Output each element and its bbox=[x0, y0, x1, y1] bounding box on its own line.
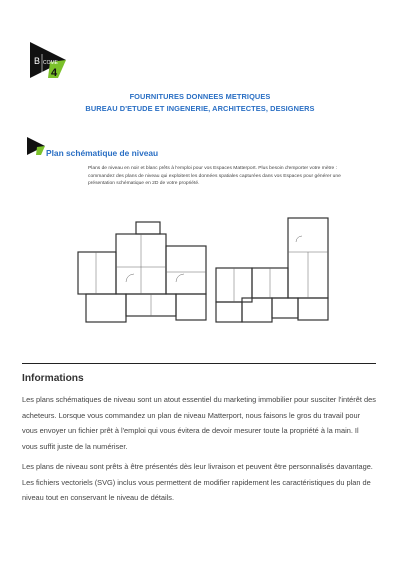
floor-plan-image bbox=[66, 212, 346, 328]
section-title: Plan schématique de niveau bbox=[46, 148, 159, 158]
logo-number: 4 bbox=[51, 67, 58, 79]
header-line-1: FOURNITURES DONNEES METRIQUES bbox=[129, 92, 271, 101]
informations-paragraph-1: Les plans schématiques de niveau sont un atout essentiel du marketing immobilier pour susciter l'intérêt des acheteurs. Lorsque vous commandez un plan de niveau Matterport, nous faisons le gros du travail pour vous envoyer un fichier prêt à l'emploi qui vous évitera de devoir mesurer toute la propriété à la main. Il vous suffit juste de la numériser. bbox=[22, 395, 376, 451]
informations-paragraph-2: Les plans de niveau sont prêts à être présentés dès leur livraison et peuvent être personnalisés davantage. Les fichiers vectoriels (SVG) inclus vous permettent de modifier rapidement les caractéristiques du plan de niveau tout en conservant le niveau de détails. bbox=[22, 462, 373, 503]
section-divider bbox=[22, 363, 376, 364]
logo-word: COME bbox=[43, 60, 58, 66]
section-description: Plans de niveau en noir et blanc prêts à l'emploi pour vos Espaces Matterport. Plus besoin d'emporter votre mètre : commandez des plans de niveau qui exploitent les données spatiales capturées dans vos Espaces pour générer une présentation schématique en 2D de votre propriété. bbox=[88, 166, 341, 187]
bcome-small-logo-icon bbox=[26, 136, 46, 156]
bcome-logo-icon bbox=[28, 40, 68, 80]
header-line-2: BUREAU D'ETUDE ET INGENERIE, ARCHITECTES, DESIGNERS bbox=[85, 104, 315, 113]
logo-letter: B bbox=[34, 56, 41, 66]
informations-title: Informations bbox=[22, 373, 84, 384]
